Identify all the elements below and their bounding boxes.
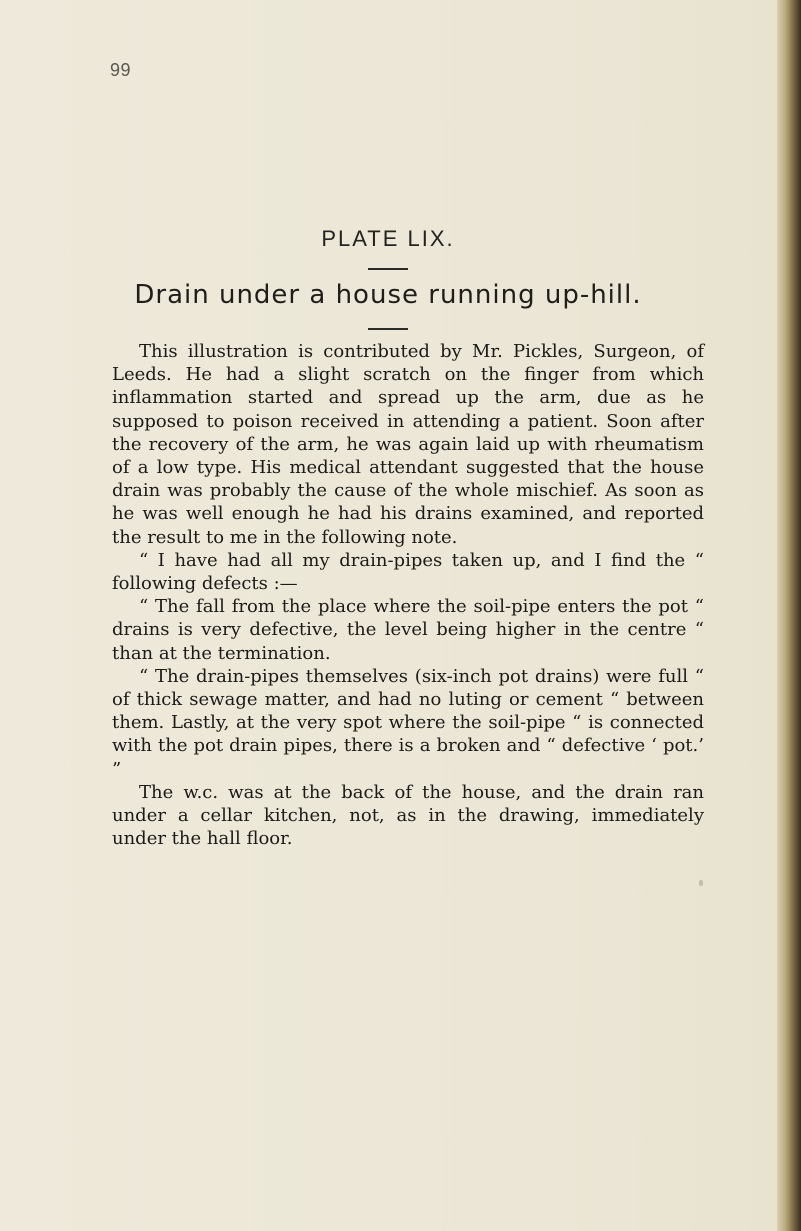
binding-edge bbox=[777, 0, 801, 1231]
paragraph-note-intro: “ I have had all my drain-pipes taken up, and I find the “ following defects :— bbox=[112, 549, 704, 595]
title-rule-bottom bbox=[368, 328, 408, 330]
article-body bbox=[112, 340, 704, 850]
paragraph-fall-defect: “ The fall from the place where the soil-pipe enters the pot “ drains is very defective, the level being higher in the centre “ than at the termination. bbox=[112, 596, 704, 664]
page-speck bbox=[699, 880, 703, 886]
paragraph-introduction: This illustration is contributed by Mr. Pickles, Surgeon, of Leeds. He had a slight scratch on the finger from which inflammation started and spread up the arm, due as he supposed to poison received in attending a patient. Soon after the recovery of the arm, he was again laid up with rheumatism of a low type. His medical attendant suggested that the house drain was probably the cause of the whole mischief. As soon as he was well enough he had his drains examined, and reported the result to me in the following note. bbox=[112, 341, 704, 548]
paragraph-wc-location: The w.c. was at the back of the house, and the drain ran under a cellar kitchen, not, as in the drawing, immediately under the hall floor. bbox=[112, 781, 704, 850]
paragraph-drain-pipes: “ The drain-pipes themselves (six-inch pot drains) were full “ of thick sewage matter, and had no luting or cement “ between them. Lastly, at the very spot where the soil-pipe “ is connected with the pot drain pipes, there is a broken and “ defective ‘ pot.’ ” bbox=[112, 665, 704, 780]
plate-subtitle: Drain under a house running up-hill. bbox=[134, 280, 642, 310]
page-number: 99 bbox=[110, 60, 132, 80]
plate-title: PLATE LIX. bbox=[321, 226, 455, 251]
title-rule-top bbox=[368, 268, 408, 270]
